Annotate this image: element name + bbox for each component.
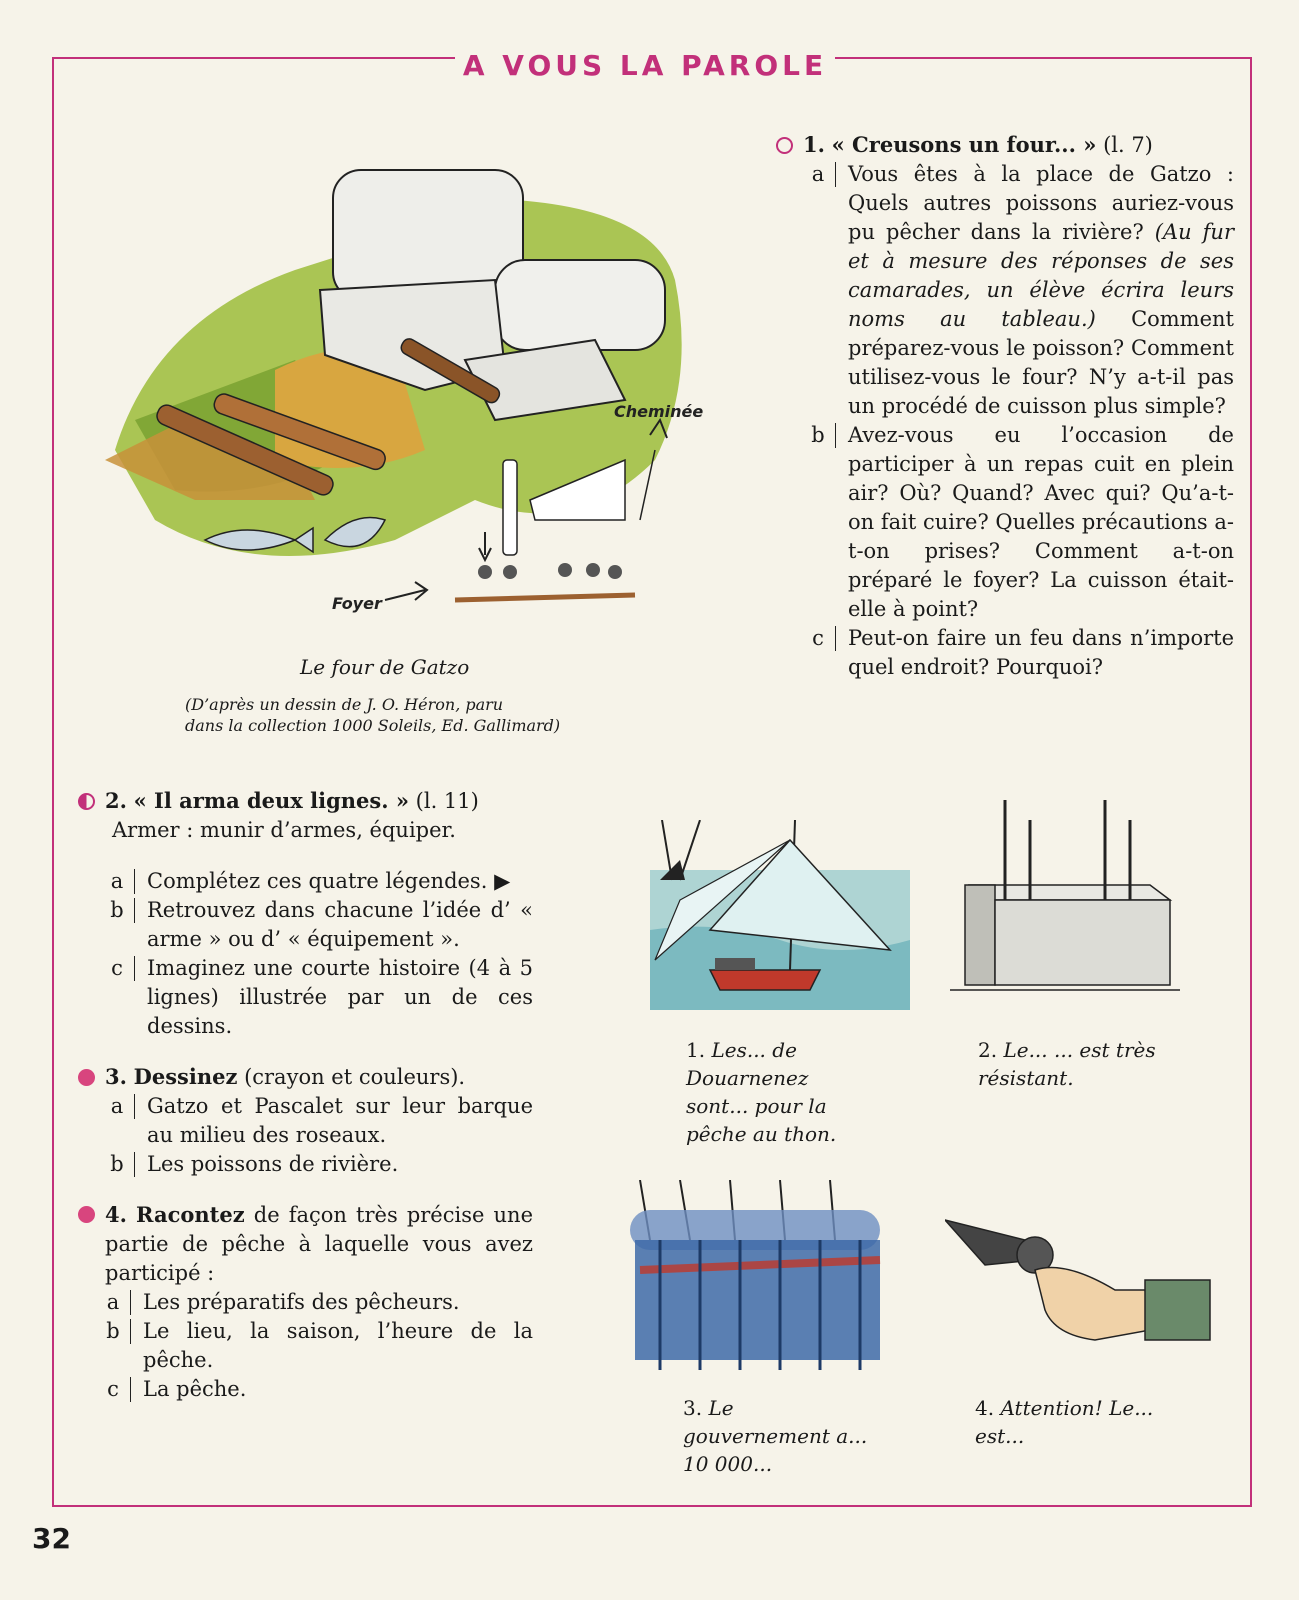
- sub-question-b: [104, 1317, 533, 1375]
- filled-circle-icon: [78, 1069, 95, 1086]
- sub-letter: a: [108, 1094, 135, 1119]
- caption-text: Le gouvernement a... 10 000...: [683, 1396, 868, 1476]
- sub-text: La pêche.: [143, 1377, 247, 1401]
- sub-letter: c: [108, 956, 135, 981]
- sub-text: Complétez ces quatre légendes. ▶: [147, 869, 511, 893]
- caption-number: 2.: [978, 1038, 998, 1062]
- sub-letter: b: [108, 898, 135, 923]
- caption-text: Attention! Le... est...: [975, 1396, 1154, 1448]
- sub-letter: b: [809, 423, 836, 448]
- half-circle-icon: [78, 793, 95, 810]
- caption-4: [975, 1394, 1175, 1450]
- caption-2: [978, 1036, 1178, 1092]
- revolver-drawing: [945, 1210, 1215, 1380]
- question-number: 4.: [105, 1202, 127, 1227]
- question-number: 2.: [105, 788, 127, 813]
- sub-question-b: [108, 896, 533, 954]
- caption-3: [683, 1394, 883, 1478]
- question-1: [776, 130, 1234, 682]
- sub-question-b: [108, 1150, 533, 1179]
- boat-drawing: [640, 820, 920, 1020]
- question-title: « Creusons un four... »: [831, 132, 1097, 157]
- definition: Armer : munir d’armes, équiper.: [112, 818, 456, 842]
- hearth-label: Foyer: [332, 594, 382, 613]
- sub-text: Imaginez une courte histoire (4 à 5 lignes) illustrée par un de ces dessins.: [147, 956, 533, 1038]
- filled-circle-icon: [78, 1206, 95, 1223]
- sub-text: Retrouvez dans chacune l’idée d’ « arme » ou d’ « équipement ».: [147, 898, 533, 951]
- chimney-label: Cheminée: [614, 402, 704, 421]
- caption-1: [686, 1036, 876, 1148]
- sub-text: Le lieu, la saison, l’heure de la pêche.: [143, 1319, 533, 1372]
- question-number: 1.: [803, 132, 825, 157]
- illustration-title: Le four de Gatzo: [300, 655, 470, 679]
- sub-question-c: [104, 1375, 533, 1404]
- caption-text: Le... ... est très résistant.: [978, 1038, 1156, 1090]
- sub-question-c: [809, 624, 1234, 682]
- question-rest: de façon très précise une partie de pêche à laquelle vous avez participé :: [105, 1203, 533, 1285]
- question-title: Dessinez: [133, 1064, 238, 1089]
- open-circle-icon: [776, 137, 793, 154]
- page-number: 32: [32, 1522, 71, 1555]
- question-3: [78, 1062, 533, 1179]
- question-title: « Il arma deux lignes. »: [133, 788, 409, 813]
- sub-text: Les poissons de rivière.: [147, 1152, 399, 1176]
- credit-line-1: (D’après un dessin de J. O. Héron, paru: [185, 695, 504, 714]
- question-4: [78, 1200, 533, 1404]
- sub-question-b: [809, 421, 1234, 624]
- sub-letter: c: [809, 626, 836, 651]
- sub-text: Vous êtes à la place de Gatzo : Quels autres poissons auriez-vous pu pêcher dans la rivière?: [848, 162, 1234, 244]
- soldiers-drawing: [620, 1180, 900, 1380]
- oven-illustration: [95, 120, 715, 630]
- sub-text: Comment préparez-vous le poisson? Comment utilisez-vous le four? N’y a-t-il pas un procédé de cuisson plus simple?: [848, 307, 1234, 418]
- sub-text-italic: (Au fur et à mesure des réponses de ses camarades, un élève écrira leurs noms au tableau.): [848, 220, 1234, 331]
- question-number: 3.: [105, 1064, 127, 1089]
- sub-letter: c: [104, 1377, 131, 1402]
- question-title: Racontez: [136, 1202, 245, 1227]
- sub-question-a: [104, 1288, 533, 1317]
- sub-text: Peut-on faire un feu dans n’importe quel endroit? Pourquoi?: [848, 626, 1234, 679]
- page-title: A VOUS LA PAROLE: [455, 48, 835, 84]
- sub-letter: a: [104, 1290, 131, 1315]
- caption-number: 4.: [975, 1396, 995, 1420]
- sub-question-a: [108, 867, 533, 896]
- caption-text: Les... de Douarnenez sont... pour la pêche au thon.: [686, 1038, 837, 1146]
- sub-text: Avez-vous eu l’occasion de participer à un repas cuit en plein air? Où? Quand? Avec qui? Qu’a-t-on fait cuire? Quelles précautions a-t-on prises? Comment a-t-on préparé le foyer? La cuisson était-elle à point?: [848, 423, 1234, 621]
- illustration-credit: [185, 694, 635, 736]
- caption-number: 1.: [686, 1038, 706, 1062]
- question-ref: (l. 11): [415, 789, 479, 813]
- sub-text: Les préparatifs des pêcheurs.: [143, 1290, 460, 1314]
- credit-line-2: dans la collection 1000 Soleils, Ed. Gallimard): [185, 716, 561, 735]
- sub-letter: a: [809, 162, 836, 187]
- sub-question-a: [108, 1092, 533, 1150]
- sub-question-a: [809, 160, 1234, 421]
- sub-text: Gatzo et Pascalet sur leur barque au milieu des roseaux.: [147, 1094, 533, 1147]
- question-ref: (l. 7): [1103, 133, 1153, 157]
- question-rest: (crayon et couleurs).: [244, 1065, 466, 1089]
- caption-number: 3.: [683, 1396, 703, 1420]
- sub-letter: b: [108, 1152, 135, 1177]
- sub-letter: b: [104, 1319, 131, 1344]
- sub-question-c: [108, 954, 533, 1041]
- question-2: [78, 786, 533, 1041]
- sub-letter: a: [108, 869, 135, 894]
- concrete-block-drawing: [950, 800, 1190, 1015]
